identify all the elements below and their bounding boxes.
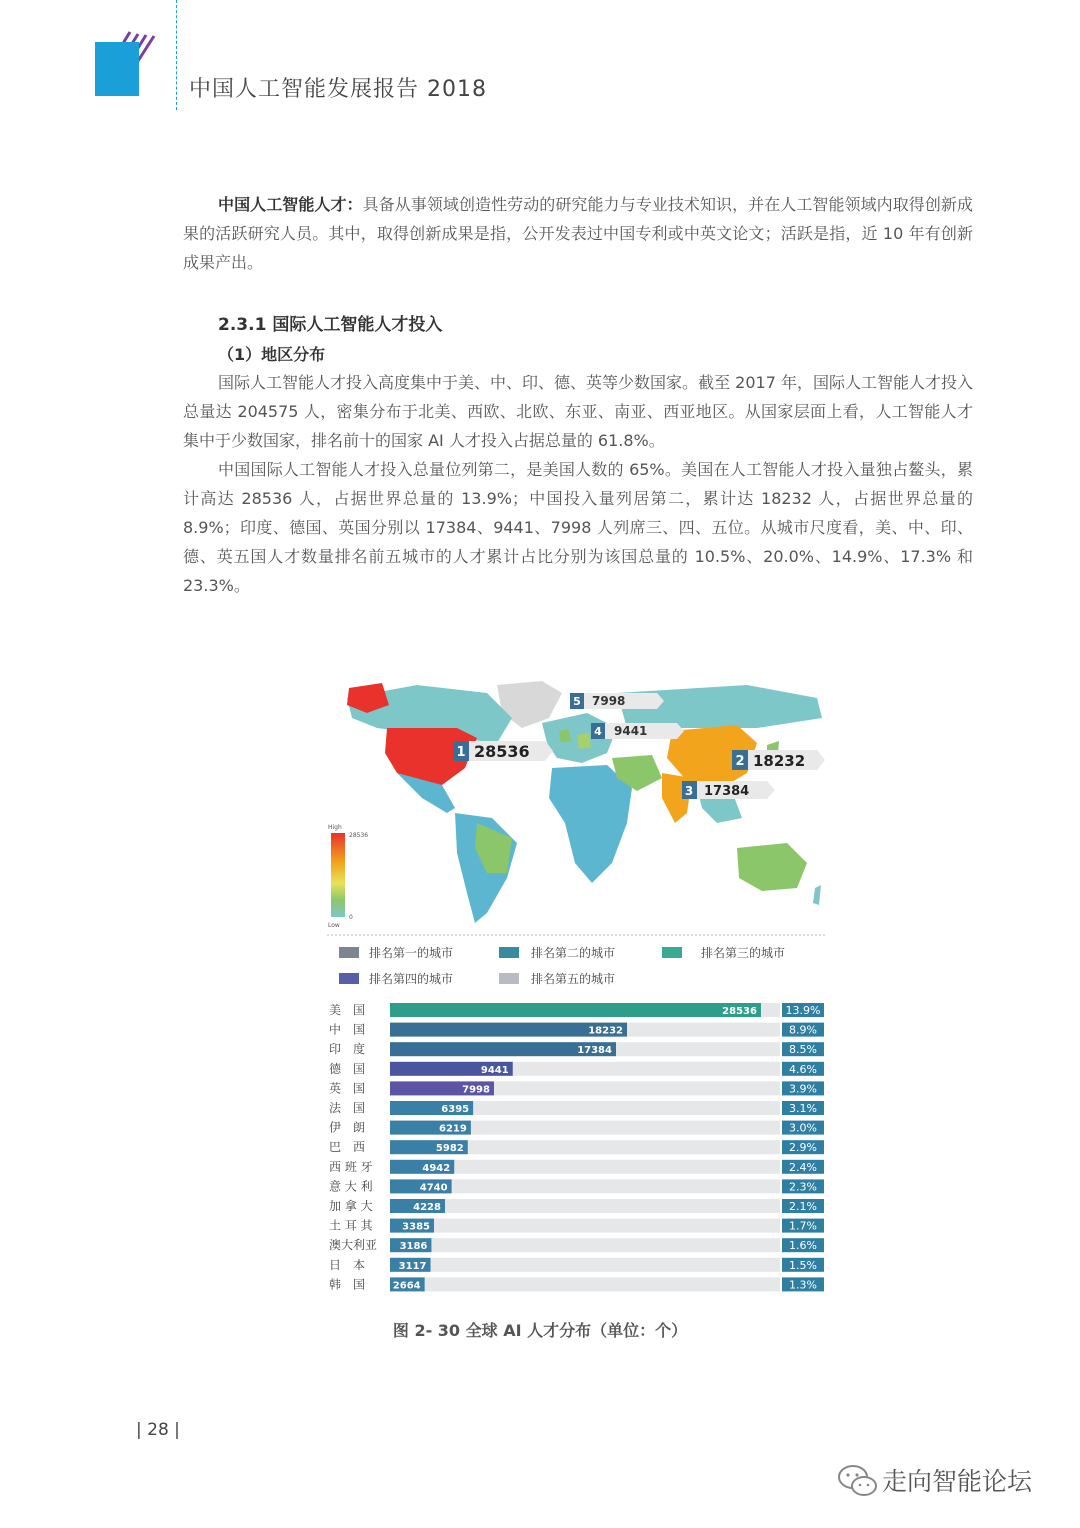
legend-swatch-3 <box>662 947 682 958</box>
callout-1-value: 28536 <box>474 742 530 761</box>
body-paragraph-1: 国际人工智能人才投入高度集中于美、中、印、德、英等少数国家。截至 2017 年，国际人工智能人才投入总量达 204575 人，密集分布于北美、西欧、北欧、东亚、南亚、西亚地区。从国家层面上看，人工智能人才集中于少数国家，排名前十的国家 AI 人才投入占据总量的 61.8%。 <box>183 373 973 450</box>
bar-value-label: 5982 <box>435 1143 464 1155</box>
callout-5-rank: 5 <box>573 695 581 708</box>
page-number: | 28 | <box>136 1420 180 1440</box>
map-uk <box>559 729 571 743</box>
bar-category-label: 伊 朗 <box>329 1120 366 1135</box>
callout-2-value: 18232 <box>753 752 806 770</box>
bar-value-label: 3117 <box>398 1260 427 1272</box>
bar-category-label: 美 国 <box>329 1003 366 1017</box>
bar-category-label: 德 国 <box>329 1061 366 1076</box>
bar-track <box>390 1238 780 1252</box>
bar-category-label: 澳大利亚 <box>329 1238 378 1253</box>
bar-track <box>390 1219 780 1233</box>
bar-value-label: 3385 <box>402 1221 431 1233</box>
bar-category-label: 西 班 牙 <box>329 1159 373 1174</box>
bar-category-label: 法 国 <box>329 1101 366 1115</box>
bar-track <box>390 1199 780 1213</box>
watermark-text: 走向智能论坛 <box>882 1467 1033 1496</box>
figure-ai-talent <box>327 673 827 1297</box>
bar-category-label: 印 度 <box>329 1042 366 1057</box>
legend-label-2: 排名第二的城市 <box>531 946 616 960</box>
bar-category-label: 中 国 <box>329 1022 366 1037</box>
bar-value-label: 3186 <box>399 1241 428 1253</box>
bar <box>390 1003 761 1017</box>
bar-track <box>390 1258 780 1272</box>
figure-caption: 图 2- 30 全球 AI 人才分布（单位：个） <box>392 1321 688 1340</box>
share-label: 3.1% <box>789 1102 817 1115</box>
legend-swatch-2 <box>499 947 519 958</box>
share-label: 1.5% <box>789 1258 817 1272</box>
callout-rank-3 <box>682 781 775 799</box>
share-label: 2.3% <box>789 1180 817 1194</box>
callout-rank-1 <box>453 741 553 761</box>
bar-value-label: 6395 <box>441 1104 470 1115</box>
share-label: 2.1% <box>789 1200 817 1213</box>
bar-value-label: 17384 <box>577 1045 612 1057</box>
bar-value-label: 6219 <box>439 1123 467 1135</box>
legend-swatch-5 <box>499 973 519 984</box>
share-label: 13.9% <box>785 1004 821 1017</box>
bar-value-label: 18232 <box>588 1025 624 1037</box>
wechat-icon <box>836 1462 880 1500</box>
subsection-heading: （1）地区分布 <box>218 345 326 364</box>
page-header-title: 中国人工智能发展报告 2018 <box>189 77 487 102</box>
bar-category-label: 韩 国 <box>329 1277 366 1292</box>
bar-value-label: 4942 <box>422 1162 451 1174</box>
share-label: 2.4% <box>789 1160 817 1174</box>
bar-value-label: 7998 <box>462 1084 490 1096</box>
legend-label-3: 排名第三的城市 <box>701 946 786 960</box>
bar-value-label: 4228 <box>413 1202 441 1213</box>
section-heading: 2.3.1 国际人工智能人才投入 <box>218 315 443 335</box>
bar-category-label: 加 拿 大 <box>329 1199 373 1213</box>
bar-value-label: 9441 <box>480 1064 509 1076</box>
bar-value-label: 4740 <box>419 1182 448 1194</box>
callout-rank-4 <box>591 723 684 739</box>
share-label: 3.9% <box>789 1082 817 1096</box>
callout-3-rank: 3 <box>684 784 694 798</box>
bar-category-label: 巴 西 <box>329 1140 366 1155</box>
callout-rank-5 <box>570 693 664 709</box>
page-number-value: 28 <box>147 1420 169 1440</box>
scale-min-label: 0 <box>349 914 353 921</box>
bar-category-label: 英 国 <box>329 1081 366 1096</box>
share-label: 1.7% <box>789 1219 817 1233</box>
bar-category-label: 意 大 利 <box>329 1179 373 1194</box>
intro-term: 中国人工智能人才： <box>218 195 363 214</box>
share-label: 8.9% <box>789 1023 817 1037</box>
share-label: 1.6% <box>789 1239 817 1253</box>
callout-1-rank: 1 <box>456 745 466 760</box>
scale-max-label: 28536 <box>349 832 369 839</box>
legend-label-5: 排名第五的城市 <box>531 972 616 986</box>
map-germany <box>577 733 591 749</box>
bar-track <box>390 1277 780 1291</box>
bar-chart <box>329 1003 824 1291</box>
legend-swatch-4 <box>339 973 359 984</box>
callout-4-value: 9441 <box>614 724 648 738</box>
intro-text: 具备从事领域创造性劳动的研究能力与专业技术知识，并在人工智能领域内取得创新成果的活跃研究人员。其中，取得创新成果是指，公开发表过中国专利或中英文论文；活跃是指，近 10 年有创新成果产出。 <box>183 195 973 272</box>
share-label: 4.6% <box>789 1062 817 1076</box>
callout-4-rank: 4 <box>594 725 602 738</box>
callout-5-value: 7998 <box>592 694 626 708</box>
share-label: 2.9% <box>789 1141 817 1155</box>
share-label: 1.3% <box>789 1278 817 1292</box>
scale-low-label: Low <box>328 922 340 929</box>
callout-rank-2 <box>732 750 825 770</box>
report-logo <box>95 42 139 96</box>
legend-swatch-1 <box>339 947 359 958</box>
callout-2-rank: 2 <box>735 754 745 769</box>
figure-svg <box>327 673 827 1297</box>
legend <box>339 945 785 986</box>
bar-value-label: 28536 <box>722 1006 757 1017</box>
legend-label-4: 排名第四的城市 <box>369 972 454 986</box>
bar-category-label: 日 本 <box>329 1257 366 1272</box>
legend-label-1: 排名第一的城市 <box>369 946 454 960</box>
bar-value-label: 2664 <box>392 1280 421 1292</box>
body-paragraph-2: 中国国际人工智能人才投入总量位列第二，是美国人数的 65%。美国在人工智能人才投入量独占鳌头，累计高达 28536 人，占据世界总量的 13.9%；中国投入量列居第二，累计达 18232 人，占据世界总量的 8.9%；印度、德国、英国分别以 17384、9441、7998 人列席三、四、五位。从城市尺度看，美、中、印、德、英五国人才数量排名前五城市的人才累计占比分别为该国总量的 10.5%、20.0%、14.9%、17.3% 和 23.3%。 <box>183 460 973 595</box>
callout-3-value: 17384 <box>704 784 750 799</box>
intro-paragraph <box>183 190 973 277</box>
share-label: 3.0% <box>789 1121 817 1135</box>
scale-high-label: High <box>328 824 342 831</box>
scale-bar <box>331 833 345 917</box>
share-label: 8.5% <box>789 1043 817 1057</box>
header-divider <box>176 0 177 110</box>
bar-category-label: 土 耳 其 <box>329 1218 373 1233</box>
